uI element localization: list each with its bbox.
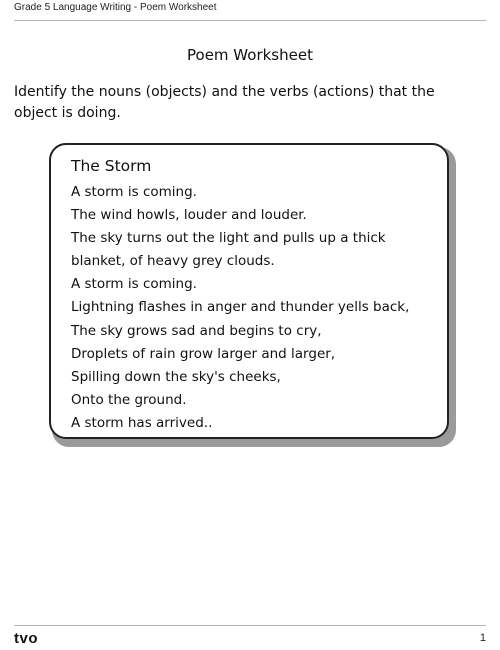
poem-line: blanket, of heavy grey clouds.: [71, 253, 275, 270]
instructions-text: Identify the nouns (objects) and the verbs (actions) that the object is doing.: [14, 84, 435, 121]
poem-box: [49, 143, 449, 439]
poem-line: A storm is coming.: [71, 184, 197, 200]
poem-line: A storm has arrived..: [71, 414, 213, 431]
poem-line: Droplets of rain grow larger and larger,: [71, 345, 336, 362]
poem-line: Spilling down the sky's cheeks,: [71, 368, 281, 385]
poem-line: The sky grows sad and begins to cry,: [71, 322, 322, 339]
poem-line: The wind howls, louder and louder.: [71, 207, 307, 224]
page-number: 1: [479, 632, 486, 644]
poem-line: A storm is coming.: [71, 276, 197, 293]
poem-lines: [71, 181, 409, 435]
header-divider: [14, 20, 486, 21]
poem-title: The Storm: [71, 157, 152, 175]
page-title: Poem Worksheet: [187, 46, 313, 64]
poem-line: The sky turns out the light and pulls up a thick: [71, 230, 386, 247]
footer-divider: [14, 625, 486, 626]
poem-line: Lightning flashes in anger and thunder yells back,: [71, 299, 410, 316]
tvo-logo: tvo: [14, 630, 38, 647]
poem-line: Onto the ground.: [71, 391, 187, 408]
document-header: Grade 5 Language Writing - Poem Worksheet: [14, 2, 217, 13]
